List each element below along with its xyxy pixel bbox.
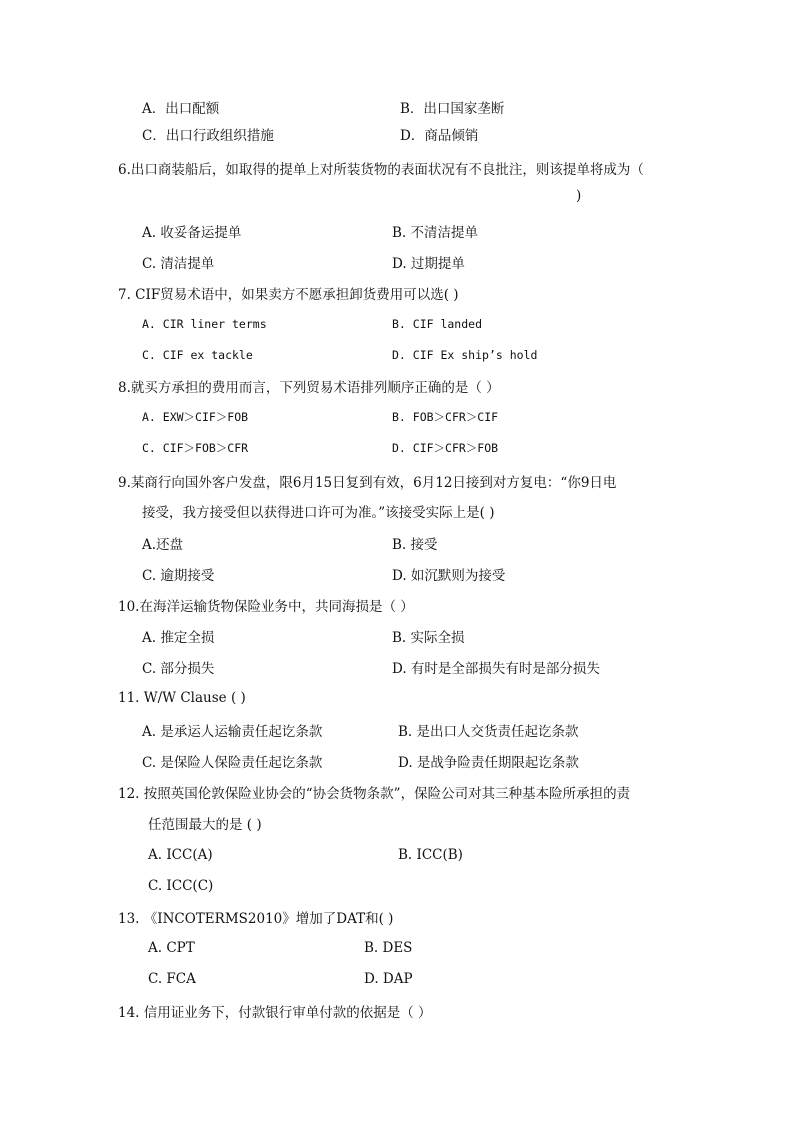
q9-stem-cont: 接受，我方接受但以获得进口许可为准。”该接受实际上是( ) [142,505,495,521]
q6-option-d: D. 过期提单 [392,256,465,272]
q6-stem: 6.出口商装船后，如取得的提单上对所装货物的表面状况有不良批注，则该提单将成为（ [118,162,644,178]
q12-option-a: A. ICC(A) [148,847,213,863]
q12-option-b: B. ICC(B) [398,847,463,863]
q11-option-b: B. 是出口人交货责任起讫条款 [398,724,579,740]
q11-stem: 11. W/W Clause ( ) [118,690,246,706]
q5-option-b: B．出口国家垄断 [400,101,505,117]
q6-option-c: C. 清洁提单 [142,256,215,272]
q11-option-d: D. 是战争险责任期限起讫条款 [398,755,579,771]
q10-option-a: A. 推定全损 [142,630,215,646]
q7-option-a: A. CIR liner terms [142,317,267,331]
q12-stem: 12. 按照英国伦敦保险业协会的“协会货物条款”，保险公司对其三种基本险所承担的责 [118,786,631,802]
q7-option-c: C. CIF ex tackle [142,348,253,362]
q5-option-d: D．商品倾销 [400,128,479,144]
q9-option-c: C. 逾期接受 [142,568,215,584]
q10-option-c: C. 部分损失 [142,661,215,677]
q7-option-d: D. CIF Ex ship’s hold [392,348,538,362]
q8-option-d: D. CIF＞CFR＞FOB [392,441,499,455]
q13-stem: 13. 《INCOTERMS2010》增加了DAT和( ) [118,911,394,927]
q10-option-b: B. 实际全损 [392,630,465,646]
q8-option-a: A. EXW＞CIF＞FOB [142,410,249,424]
q6-option-a: A. 收妥备运提单 [142,225,242,241]
q11-option-c: C. 是保险人保险责任起讫条款 [142,755,323,771]
q9-option-a: A.还盘 [142,537,184,553]
q9-option-b: B. 接受 [392,537,438,553]
q13-option-d: D. DAP [364,971,413,987]
q8-option-c: C. CIF＞FOB＞CFR [142,441,249,455]
q9-stem: 9.某商行向国外客户发盘，限6月15日复到有效，6月12日接到对方复电：“你9日电 [118,475,617,491]
q7-stem: 7. CIF贸易术语中，如果卖方不愿承担卸货费用可以选( ) [118,287,459,303]
q10-option-d: D. 有时是全部损失有时是部分损失 [392,661,600,677]
q13-option-c: C. FCA [148,971,196,987]
q12-stem-cont: 任范围最大的是 ( ) [148,817,262,833]
q9-option-d: D. 如沉默则为接受 [392,568,506,584]
q13-option-b: B. DES [364,940,413,956]
q5-option-a: A．出口配额 [142,101,220,117]
q13-option-a: A. CPT [148,940,195,956]
q8-stem: 8.就买方承担的费用而言，下列贸易术语排列顺序正确的是（ ） [118,380,500,396]
q6-option-b: B. 不清洁提单 [392,225,479,241]
q8-option-b: B. FOB＞CFR＞CIF [392,410,499,424]
q14-stem: 14. 信用证业务下，付款银行审单付款的依据是（ ） [118,1005,432,1021]
q10-stem: 10.在海洋运输货物保险业务中，共同海损是（ ） [118,599,414,615]
q6-stem-cont: ) [576,188,582,204]
q12-option-c: C. ICC(C) [148,878,214,894]
q5-option-c: C．出口行政组织措施 [142,128,274,144]
q7-option-b: B. CIF landed [392,317,483,331]
q11-option-a: A. 是承运人运输责任起讫条款 [142,724,323,740]
